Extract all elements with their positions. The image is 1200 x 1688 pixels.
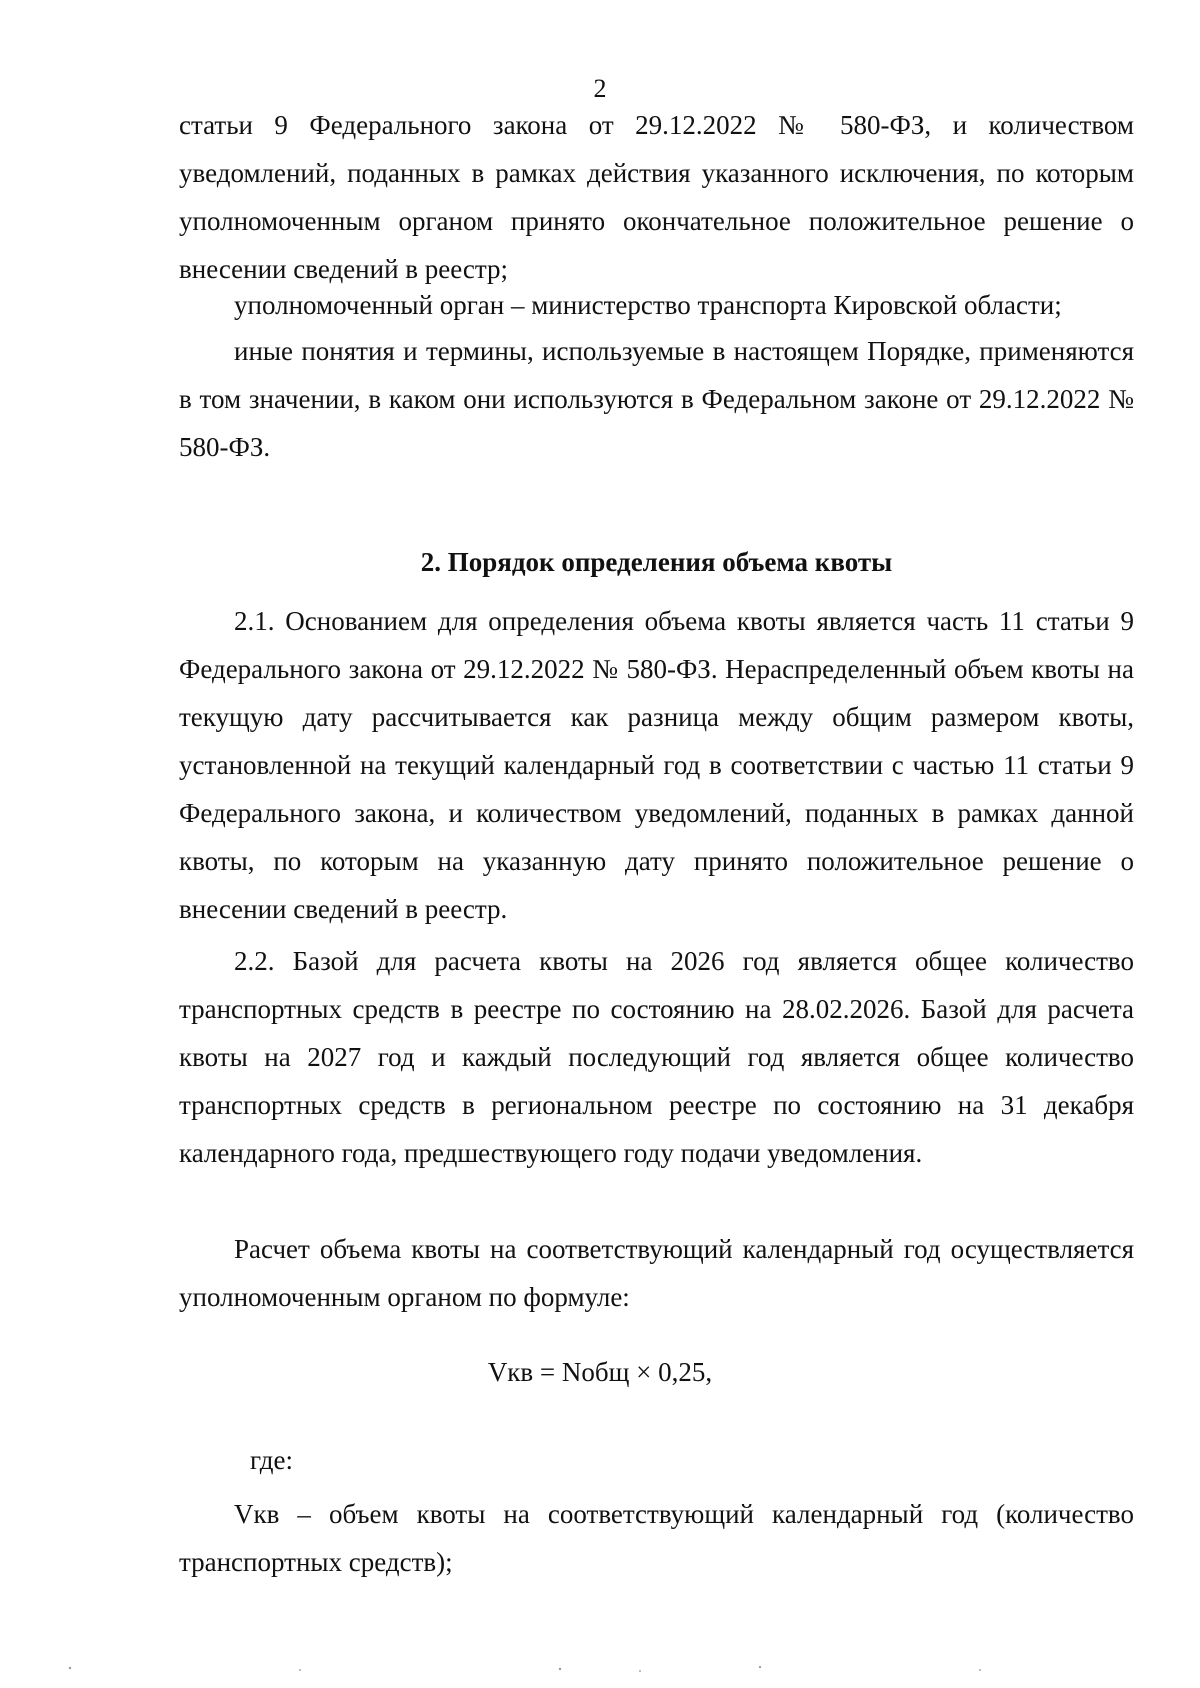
paragraph-2-1: 2.1. Основанием для определения объема квоты является часть 11 статьи 9 Федерального закона от 29.12.2022 № 580-ФЗ. Нераспределенный объем квоты на текущую дату рассчитывается как разница между общим размером квоты, установленной на текущий календарный год в соответствии с частью 11 статьи 9 Федерального закона, и количеством уведомлений, поданных в рамках данной квоты, по которым на указанную дату принято положительное решение о внесении сведений в реестр. <box>179 606 1134 924</box>
paragraph-other-terms: иные понятия и термины, используемые в настоящем Порядке, применяются в том значении, в каком они используются в Федеральном законе от 29.12.2022 № 580-ФЗ. <box>179 336 1134 462</box>
page-number: 2 <box>593 74 607 103</box>
paragraph-calculation: Расчет объема квоты на соответствующий календарный год осуществляется уполномоченным органом по формуле: <box>179 1234 1134 1312</box>
paragraph-continuation: статьи 9 Федерального закона от 29.12.2022 № 580-ФЗ, и количеством уведомлений, поданных в рамках действия указанного исключения, по которым уполномоченным органом принято окончательное положительное решение о внесении сведений в реестр; <box>179 110 1134 284</box>
paragraph-vkv-definition: Vкв – объем квоты на соответствующий календарный год (количество транспортных средств); <box>179 1499 1134 1577</box>
section-heading: 2. Порядок определения объема квоты <box>420 547 893 577</box>
paragraph-authorized-body: уполномоченный орган – министерство транспорта Кировской области; <box>234 290 1062 320</box>
where-label: где: <box>250 1445 293 1475</box>
quota-formula: Vкв = Nобщ × 0,25, <box>487 1357 713 1387</box>
paragraph-2-2: 2.2. Базой для расчета квоты на 2026 год является общее количество транспортных средств в реестре по состоянию на 28.02.2026. Базой для расчета квоты на 2027 год и каждый последующий год является общее количество транспортных средств в региональном реестре по состоянию на 31 декабря календарного года, предшествующего году подачи уведомления. <box>179 946 1134 1168</box>
scan-artifact-dots <box>0 1660 1200 1680</box>
